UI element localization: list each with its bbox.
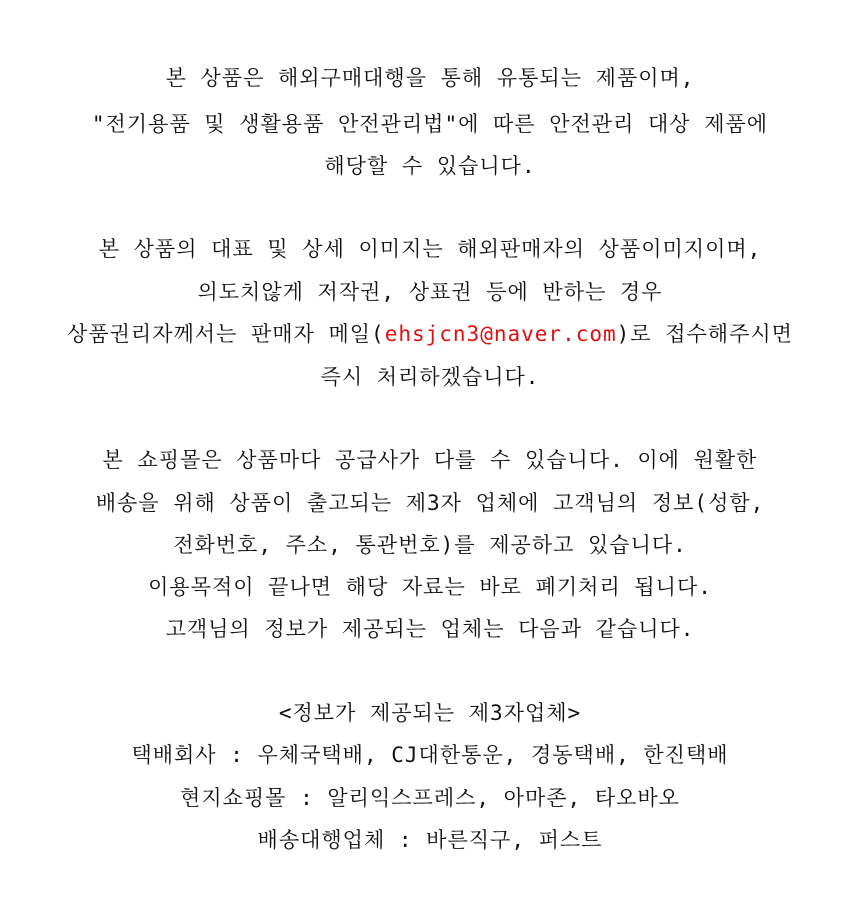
notice-line: 고객님의 정보가 제공되는 업체는 다음과 같습니다. — [165, 617, 695, 641]
notice-line: 해당할 수 있습니다. — [324, 154, 536, 178]
notice-line: 본 쇼핑몰은 상품마다 공급사가 다를 수 있습니다. 이에 원활한 — [102, 448, 758, 472]
notice-line: 본 상품은 해외구매대행을 통해 유통되는 제품이며, — [165, 66, 695, 90]
notice-line: 본 상품의 대표 및 상세 이미지는 해외판매자의 상품이미지이며, — [98, 237, 762, 261]
notice-line: 배송을 위해 상품이 출고되는 제3자 업체에 고객님의 정보(성함, — [95, 491, 765, 515]
forwarding-company-list: 배송대행업체 : 바른직구, 퍼스트 — [257, 828, 603, 852]
notice-line: 의도치않게 저작권, 상표권 등에 반하는 경우 — [197, 280, 663, 304]
shopping-mall-list: 현지쇼핑몰 : 알리익스프레스, 아마존, 타오바오 — [180, 786, 680, 810]
notice-line: 즉시 처리하겠습니다. — [320, 365, 540, 389]
third-party-heading: <정보가 제공되는 제3자업체> — [278, 701, 582, 725]
notice-line: 전화번호, 주소, 통관번호)를 제공하고 있습니다. — [173, 533, 687, 557]
notice-line: "전기용품 및 생활용품 안전관리법"에 따른 안전관리 대상 제품에 — [91, 112, 769, 136]
notice-line: 이용목적이 끝나면 해당 자료는 바로 폐기처리 됩니다. — [148, 575, 712, 599]
contact-line-before: 상품권리자께서는 판매자 메일( — [67, 322, 385, 346]
seller-email-link[interactable]: ehsjcn3@naver.com — [384, 322, 617, 346]
contact-line — [0, 319, 860, 349]
contact-line-after: )로 접수해주시면 — [616, 322, 793, 346]
courier-list: 택배회사 : 우체국택배, CJ대한통운, 경동택배, 한진택배 — [131, 743, 729, 767]
